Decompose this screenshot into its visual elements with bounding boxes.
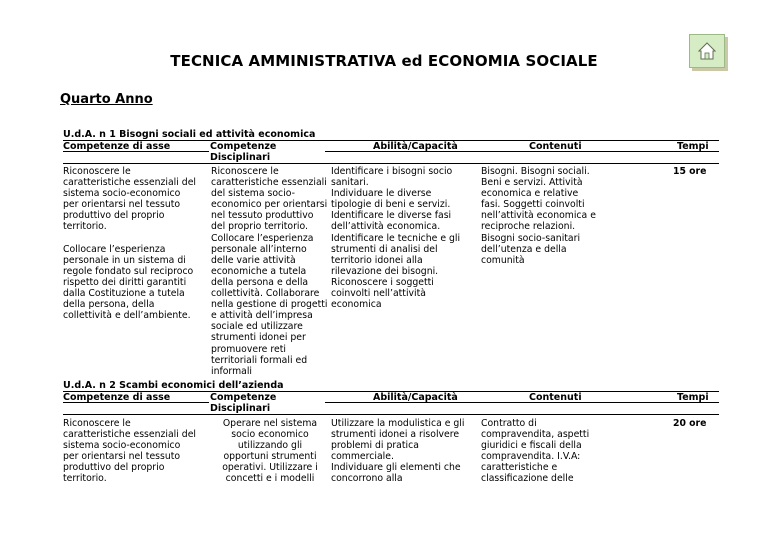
header-tempi: Tempi bbox=[677, 141, 709, 152]
uda2-table bbox=[63, 391, 719, 491]
uda2-competenze-asse: Riconoscere le caratteristiche essenziali del sistema socio-economico per orientarsi nel tessuto produttivo del proprio territorio. bbox=[63, 418, 196, 485]
header-competenze-disciplinari: Competenze Disciplinari bbox=[210, 141, 277, 163]
header-competenze-disciplinari: Competenze Disciplinari bbox=[210, 392, 277, 414]
uda1-title: U.d.A. n 1 Bisogni sociali ed attività economica bbox=[63, 129, 316, 140]
header-contenuti: Contenuti bbox=[529, 141, 582, 152]
header-contenuti: Contenuti bbox=[529, 392, 582, 403]
home-icon bbox=[698, 42, 716, 60]
uda2-title: U.d.A. n 2 Scambi economici dell’azienda bbox=[63, 380, 284, 391]
uda2-abilita: Utilizzare la modulistica e gli strumenti idonei a risolvere problemi di pratica commerciale. Individuare gli elementi che concorrono alla bbox=[331, 418, 465, 485]
uda1-competenze-asse: Riconoscere le caratteristiche essenziali del sistema socio-economico per orientarsi nel tessuto produttivo del proprio territorio. Collocare l’esperienza personale in un sistema di regole fondato sul reciproco rispetto dei diritti garantiti dalla Costituzione a tutela della persona, della collettività e dell’ambiente. bbox=[63, 166, 196, 322]
document-title: TECNICA AMMINISTRATIVA ed ECONOMIA SOCIALE bbox=[170, 52, 598, 70]
uda1-tempi: 15 ore bbox=[673, 166, 707, 177]
uda1-table bbox=[63, 140, 719, 375]
header-competenze-asse: Competenze di asse bbox=[63, 141, 171, 152]
header-abilita: Abilità/Capacità bbox=[373, 392, 458, 403]
header-competenze-asse: Competenze di asse bbox=[63, 392, 171, 403]
uda1-competenze-disciplinari: Riconoscere le caratteristiche essenziali del sistema socio- economico per orientarsi nel tessuto produttivo del proprio territorio. Collocare l’esperienza personale all’interno delle varie attività economiche a tutela della persona e della collettività. Collaborare nella gestione di progetti e attività dell’impresa sociale ed utilizzare strumenti idonei per promuovere reti territoriali formali ed informali bbox=[211, 166, 328, 377]
uda2-competenze-disciplinari: Operare nel sistema socio economico utilizzando gli opportuni strumenti operativi. Utilizzare i concetti e i modelli bbox=[222, 418, 318, 485]
uda1-abilita: Identificare i bisogni socio sanitari. Individuare le diverse tipologie di beni e servizi. Identificare le diverse fasi dell’attività economica. Identificare le tecniche e gli strumenti di analisi del territorio idonei alla rilevazione dei bisogni. Riconoscere i soggetti coinvolti nell’attività economica bbox=[331, 166, 461, 311]
uda2-contenuti: Contratto di compravendita, aspetti giuridici e fiscali della compravendita. I.V.A: caratteristiche e classificazione delle bbox=[481, 418, 590, 485]
uda1-contenuti: Bisogni. Bisogni sociali. Beni e servizi. Attività economica e relative fasi. Soggetti coinvolti nell’attività economica e reciproche relazioni. Bisogni socio-sanitari dell’utenza e della comunità bbox=[481, 166, 596, 266]
header-tempi: Tempi bbox=[677, 392, 709, 403]
header-abilita: Abilità/Capacità bbox=[373, 141, 458, 152]
uda2-tempi: 20 ore bbox=[673, 418, 707, 429]
section-heading: Quarto Anno bbox=[60, 92, 153, 107]
home-button[interactable] bbox=[689, 34, 725, 68]
